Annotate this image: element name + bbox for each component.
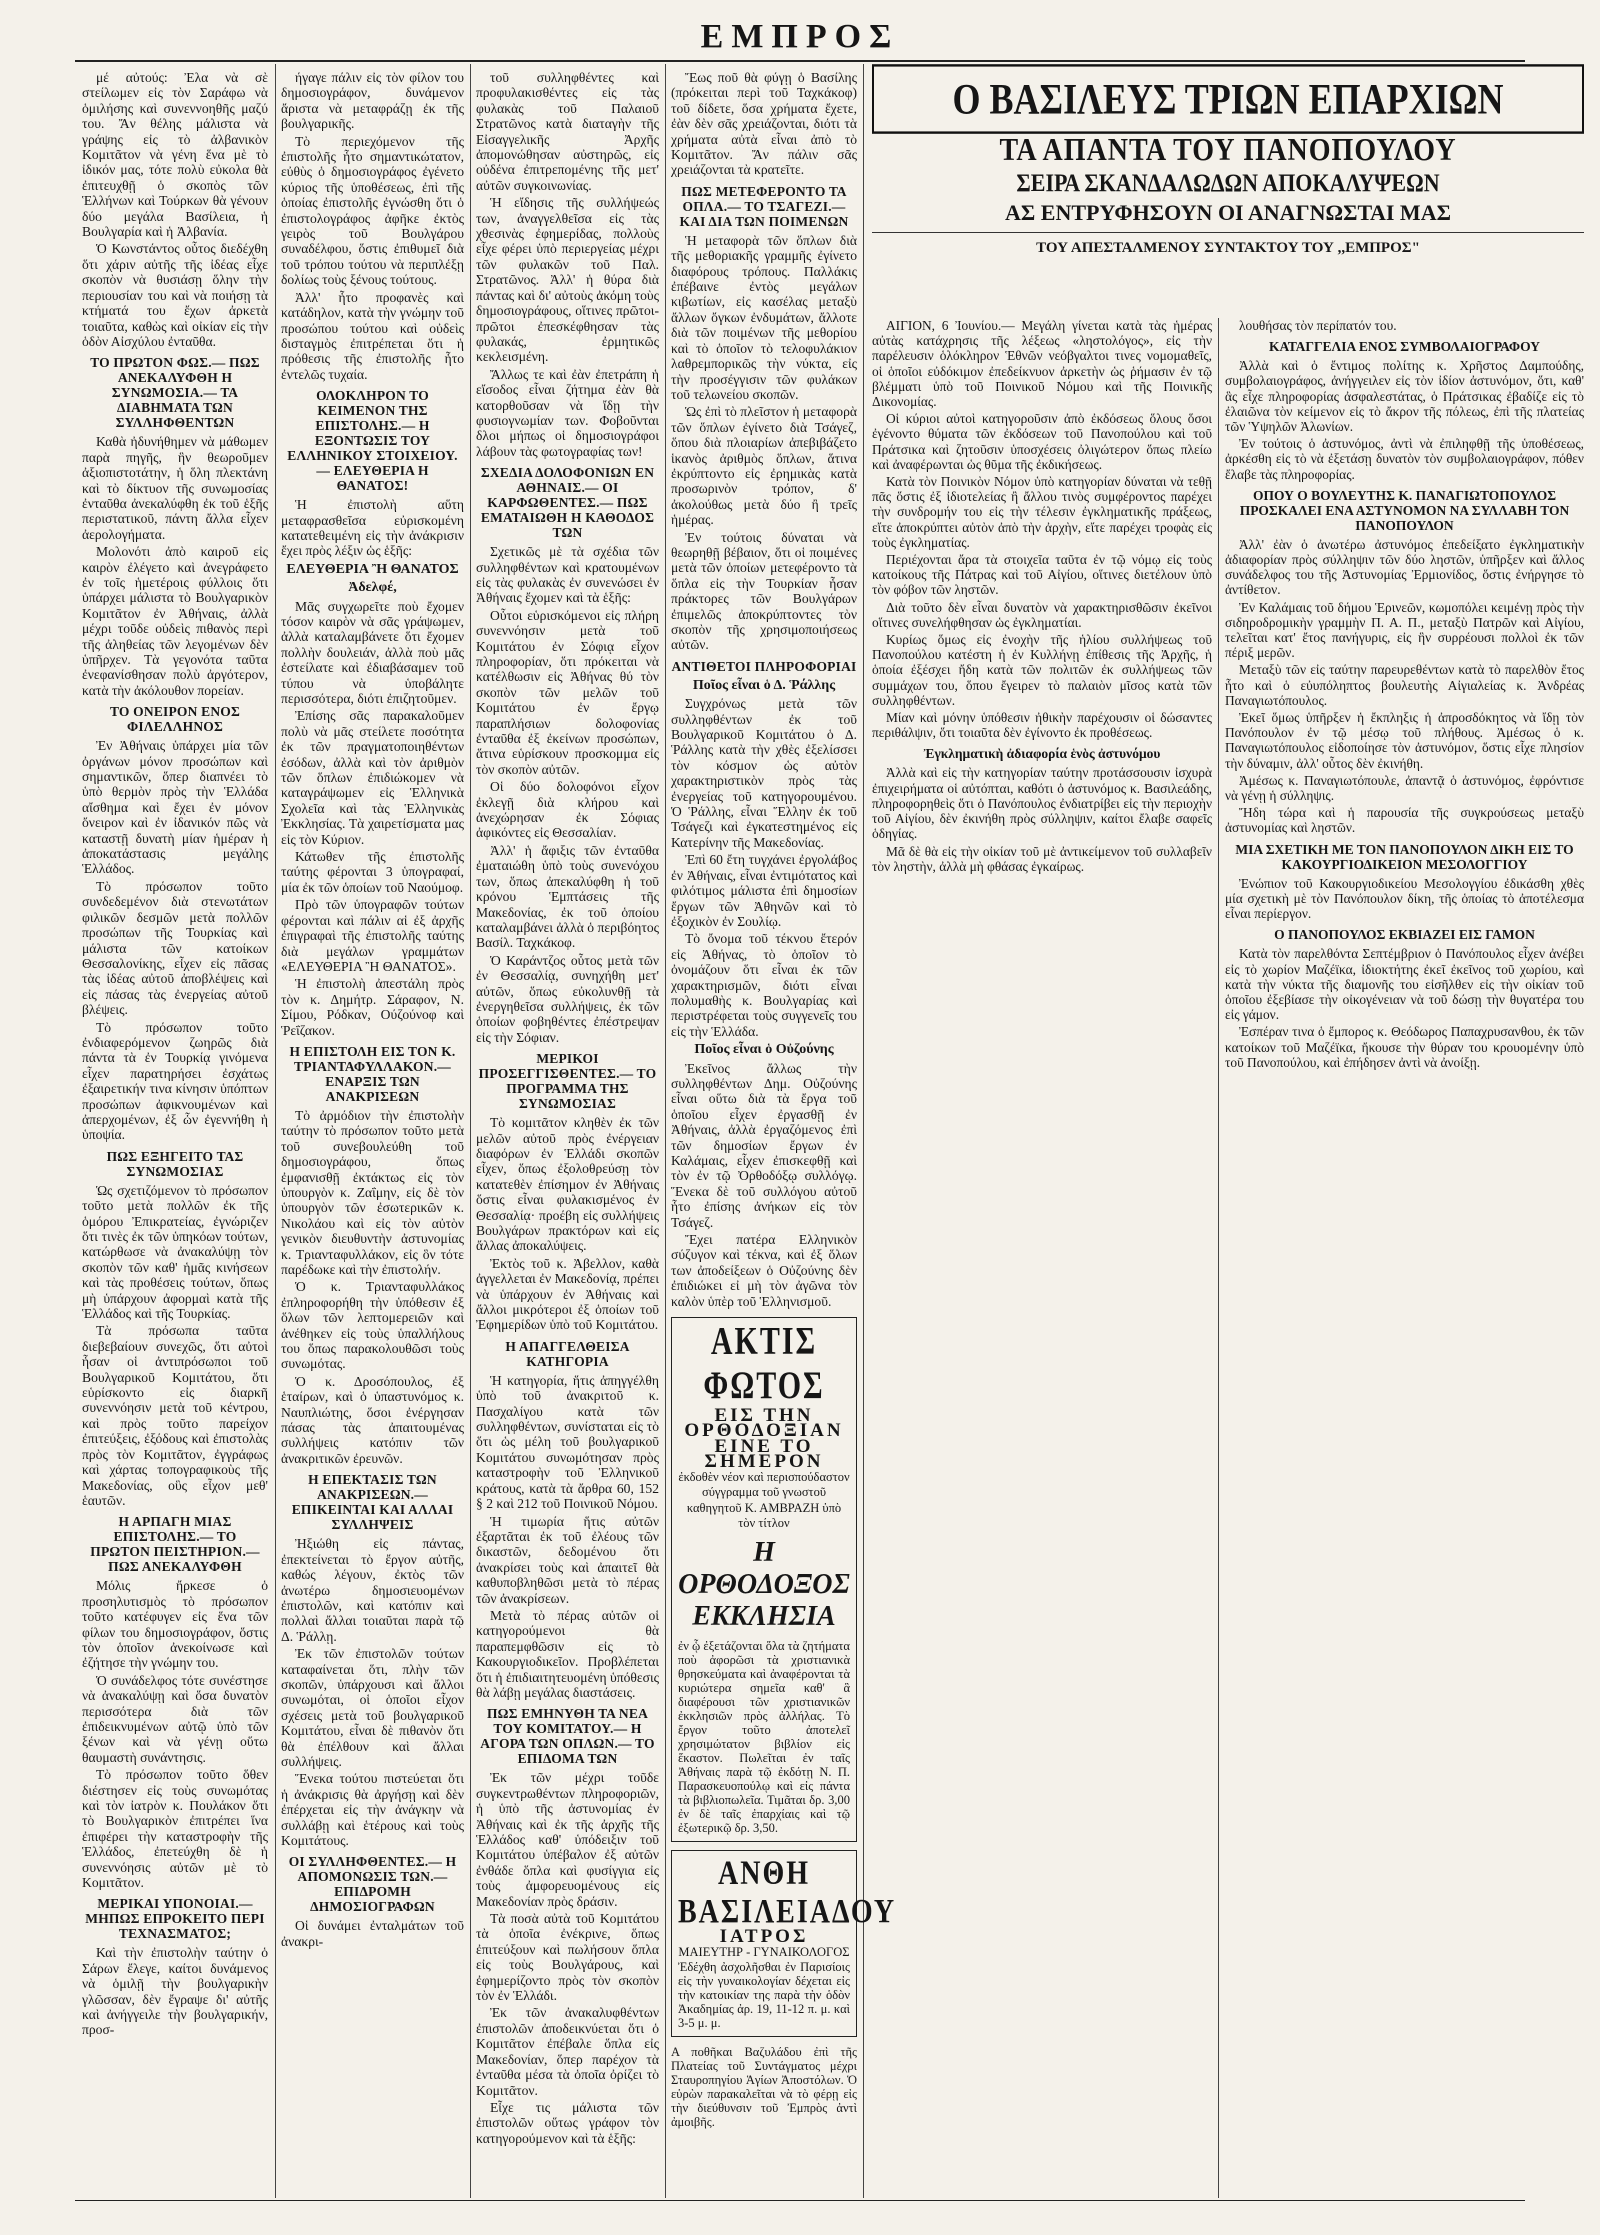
paragraph: Ἕνεκα τούτου πιστεύεται ὅτι ἡ ἀνάκρισις θὰ ἀργήσῃ καὶ δὲν ἐπέρχεται εἰς τὴν ἀνάγκην νὰ συλλάβῃ καὶ ἑτέρους καὶ τοὺς Κομιτάτους.	[281, 1771, 464, 1848]
paragraph: Ἀλλ' ἡ ἄφιξις τῶν ἐνταῦθα ἐματαιώθη ὑπὸ τοὺς συνενόχου των, ὅπως ἀπεκαλύφθη ἡ τοῦ κρόνου Ἑμπτάσεις τῆς Μακεδονίας, ἐκ τοῦ ὁποίου καταλαμβάνει ἀλλὰ ὁ περιβόητος Βασίλ. Ταχκάκοφ.	[476, 842, 659, 951]
paragraph: Μετὰ τὸ πέρας αὐτῶν οἱ κατηγορούμενοι θὰ παραπεμφθῶσιν εἰς τὸ Κακουργιοδικεῖον. Προβλέπεται ὅτι ἡ ἐπιδιαιτητευομένη ὑπόθεσις θὰ λάβῃ μεγάλας διαστάσεις.	[476, 1607, 659, 1700]
paragraph: Ἡ μεταφορὰ τῶν ὅπλων διὰ τῆς μεθοριακῆς γραμμῆς ἐγίνετο διαφόρους τρόπους. Παλλάκις ἐπέβαινε ἐντὸς μεγάλων κιβωτίων, εἰς κασέλας μεταξὺ ἄλλων ὄγκων ἐνδυμάτων, ἄλλοτε διὰ τῶν ποιμένων τῆς μεθορίου καὶ τὸ ὁποῖον τὸ τελοφυλάκιον λαθρεμπορικῶς τὴν νύκτα, εἰς τὴν προσέγγισιν τῶν φυλάκων τοῦ τελωνείου σκοπῶν.	[671, 232, 857, 402]
paragraph: Τὸ πρόσωπον τοῦτο συνδεδεμένον διὰ στενωτάτων φιλικῶν δεσμῶν μετὰ πολλῶν προσώπων τῆς Τουρκίας καὶ μάλιστα τῶν κατοίκων Θεσσαλονίκης, εἶχεν εἰς πᾶσας τὰς ἰδέας αὐτοῦ ἀποβλέψεις καὶ εἰς πάσας τὰς ἐνεργείας αὐτοῦ βλέψεις.	[82, 878, 268, 1018]
paragraph: Ὁ κ. Τριανταφυλλάκος ἐπληροφορήθη τὴν ὑπόθεσιν ἐξ ὅλων τῶν λεπτομερειῶν καὶ ἀνέθηκεν εἰς τοὺς ὑπαλλήλους του ὅπως παρακολουθῶσι τοὺς συνωμότας.	[281, 1279, 464, 1372]
paragraph: Οἱ δύο δολοφόνοι εἶχον ἐκλεγῇ διὰ κλήρου καὶ ἀνεχώρησαν ἐκ Σόφιας ἀφικόντες εἰς Θεσσαλίαν.	[476, 779, 659, 841]
ad-subtitle: ΕΙΣ ΤΗΝ ΟΡΘΟΔΟΞΙΑΝ	[684, 1405, 844, 1442]
paragraph: Ἀλλ' ἦτο προφανὲς καὶ κατάδηλον, κατὰ τὴν γνώμην τοῦ προσώπου τούτου καὶ οὐδεὶς δισταγμὸς ἐπιτρέπεται ὅτι ἡ πρόθεσις τῆς ἐπιστολῆς ἦτο ἐντελῶς τυχαία.	[281, 289, 464, 382]
paragraph: Ἐν τούτοις δύναται νὰ θεωρηθῇ βέβαιον, ὅτι οἱ ποιμένες μετὰ τῶν ὁποίων μετεφέροντο τὰ ὅπλα εἰς τὴν Τουρκίαν ἦσαν πράκτορες τῶν Βουλγάρων ἐπιμελῶς ἀποκρύπτοντες τὸν σκοπὸν τῆς χρησιμοποιήσεως αὐτῶν.	[671, 529, 857, 653]
ad-line: ΕΙΝΕ ΤΟ ΣΗΜΕΡΟΝ	[704, 1435, 824, 1473]
section-heading: ΤΟ ΠΡΩΤΟΝ ΦΩΣ.— ΠΩΣ ΑΝΕΚΑΛΥΦΘΗ Η ΣΥΝΩΜΟΣΙΑ.— ΤΑ ΔΙΑΒΗΜΑΤΑ ΤΩΝ ΣΥΛΛΗΦΘΕΝΤΩΝ	[90, 355, 260, 431]
paragraph: Ὁ Κωνστάντος οὗτος διεδέχθη ὅτι χάριν αὐτῆς τῆς ἰδέας εἶχε σκοπὸν νὰ θυσιάσῃ ὅλην τὴν περιουσίαν του καὶ νὰ ποιήσῃ τὰ κτήματά του ἔχων ἀρκετὰ τοιαῦτα, καθὼς καὶ οἰκίαν εἰς τὴν ὁδὸν Αἰσχύλου ἐνταῦθα.	[82, 241, 268, 349]
paragraph: Τὰ ποσὰ αὐτὰ τοῦ Κομιτάτου τὰ ὁποῖα ἐνέκρινε, ὅπως ἐπιτεύξουν καὶ πωλήσουν ὅπλα εἰς τοὺς Βουλγάρους, καὶ ἐφημερίζοντο πρὸς τὸν σκοπὸν τὸν ἐν Ἑλλάδι.	[476, 1911, 659, 2004]
paragraph: Ἔχει πατέρα Ελληνικὸν σύζυγον καὶ τέκνα, καὶ ἐξ ὅλων των ἀποδείξεων ὁ Οὐζούνης δὲν ἐπιδιώκει εἰ μὴ τὸν ἀγῶνα τὸν καλὸν ὑπὲρ τοῦ Ἑλληνισμοῦ.	[671, 1232, 857, 1309]
masthead-title: ΕΜΠΡΟΣ	[700, 18, 900, 55]
ad-line: ΜΑΙΕΥΤΗΡ - ΓΥΝΑΙΚΟΛΟΓΟΣ	[678, 1944, 850, 1959]
paragraph: Μεταξὺ τῶν εἰς ταύτην παρευρεθέντων κατὰ τὸ παρελθὸν ἔτος ἦτο καὶ ὁ εὐυπόληπτος βουλευτὴς Αἰγιαλείας κ. Ἀνδρέας Παναγιωτόπουλος.	[1225, 662, 1584, 708]
ad-line: ἐκδοθὲν νέον καὶ περισπούδαστον σύγγραμμα τοῦ γνωστοῦ καθηγητοῦ Κ. ΑΜΒΡΑΖΗ ὑπὸ τὸν τίτλον	[678, 1469, 850, 1530]
paragraph: Ἐκ τῶν μέχρι τοῦδε συγκεντρωθέντων πληροφοριῶν, ἡ ὑπὸ τῆς ἀστυνομίας ἐν Ἀθήναις καὶ ἐκ τῆς ἀρχῆς τῆς Ἑλλάδος καθ' ὑπόδειξιν τοῦ Κομιτάτου ὑπέβαλον ἐξ αὐτῶν ἐνθάδε ὅπλα καὶ φυσίγγια εἰς τοὺς ἀμφορευομένους εἰς Μακεδονίαν πρὸς δράσιν.	[476, 1770, 659, 1909]
paragraph: Μολονότι ἀπὸ καιροῦ εἰς καιρὸν ἐλέγετο καὶ ἀνεγράφετο ἐν τοῖς ἡμετέροις φύλλοις ὅτι ὑπάρχει μάλιστα τὸ Βουλγαρικὸν Κομιτᾶτον ἐν Ἀθήναις, ἀλλὰ μέχρι τοῦδε οὐδεὶς πιθανὸς περὶ τῆς ἀληθείας τῶν λεγομένων δὲν ὑπῆρχεν. Τὰ γεγονότα ταῦτα ἐνεφανίσθησαν πολὺ ἀργότερον, κατὰ τὴν ἀκόλουθον πορείαν.	[82, 544, 268, 698]
paragraph: μέ αὐτούς: Ἐλα νὰ σὲ στείλωμεν εἰς τὸν Σαράφω νὰ ὁμιλήσης καὶ συνεννοηθῆς μαζύ του. Ἄν θέλης μάλιστα νὰ γράψης εἰς τὸ ἀλβανικὸν Κομιτᾶτον νὰ γένη ἕνα μὲ τὸ ἰδικόν μας, τότε πολὺ εὐκολα θὰ ἐπιτευχθῇ ὁ σκοπὸς τῶν Ἑλλήνων καὶ Τούρκων θὰ γένουν δύο μεγάλα Βασίλεια, ἡ Βουλγαρία καὶ ἡ Ἀλβανία.	[82, 70, 268, 240]
headline-main: Ο ΒΑΣΙΛΕΥΣ ΤΡΙΩΝ ΕΠΑΡΧΙΩΝ	[872, 64, 1584, 134]
section-heading: ΤΟ ΟΝΕΙΡΟΝ ΕΝΟΣ ΦΙΛΕΛΛΗΝΟΣ	[109, 704, 241, 735]
paragraph: Ἐκ τῶν ἐπιστολῶν τούτων καταφαίνεται ὅτι, πλὴν τῶν σκοπῶν, ὑπάρχουσι καὶ ἄλλοι συνωμόται, οἱ ὁποῖοι εἶχον σχέσεις μετὰ τοῦ βουλγαρικοῦ Κομιτάτου, εἶναι δὲ πιθανὸν ὅτι θὰ ἐπέλθουν καὶ ἄλλαι συλλήψεις.	[281, 1646, 464, 1769]
paragraph: Οἱ κύριοι αὐτοὶ κατηγοροῦσιν ἀπὸ ἐκδόσεως ὅλους ὅσοι ἐγένοντο θύματα τῶν ἐκδόσεων τοῦ Πανοπούλου καὶ τοῦ Πράτσικα καὶ ζητοῦσιν ὑποσχέσεις ὀλιγώτερον ὅπως πλείω καὶ ἀναφέρωνται ὡς θῦμα τῆς ἐκδικήσεως.	[872, 411, 1212, 472]
section-heading: Ο ΠΑΝΟΠΟΥΛΟΣ ΕΚΒΙΑΖΕΙ ΕΙΣ ΓΑΜΟΝ	[1274, 927, 1535, 943]
section-heading: ΟΠΟΥ Ο ΒΟΥΛΕΥΤΗΣ Κ. ΠΑΝΑΓΙΩΤΟΠΟΥΛΟΣ ΠΡΟΣΚΑΛΕΙ ΕΝΑ ΑΣΤΥΝΟΜΟΝ ΝΑ ΣΥΛΛΑΒΗ ΤΟΝ ΠΑΝΟΠΟΥΛΟΝ	[1239, 487, 1570, 533]
paragraph: Περιέχονται ἄρα τὰ στοιχεῖα ταῦτα ἐν τῷ νόμῳ εἰς τοὺς κατοίκους τῆς Πάτρας καὶ τοῦ Αἰγίου, οἵτινες διετέλουν ὑπὸ τὸν φόβον τῶν ληστῶν.	[872, 552, 1212, 598]
headline-byline: ΤΟΥ ΑΠΕΣΤΑΛΜΕΝΟΥ ΣΥΝΤΑΚΤΟΥ ΤΟΥ ,,ΕΜΠΡΟΣ"	[1036, 240, 1420, 256]
paragraph: Ἀλλὰ καὶ εἰς τὴν κατηγορίαν ταύτην προτάσσουσιν ἰσχυρὰ ἐπιχειρήματα οἱ αὐτόπται, καθότι ὁ ἀστυνόμος κ. Βασιλεάδης, πληροφορηθεὶς ὅτι ὁ Πανόπουλος ἐνδιατρίβει εἰς τὴν περιοχὴν τοῦ Αἰγίου, δὲν ἐκινήθη πρὸς σύλληψιν, καίτοι ἔλαβε σαφεῖς ὁδηγίας.	[872, 765, 1212, 842]
paragraph: Ἐκεῖνος ἄλλως τὴν συλληφθέντων Δημ. Οὐζούνης εἶναι οὕτω διὰ τὰ ἔργα τοῦ ὁποῖου εἶχεν ἐργασθῇ ἐν Ἀθήναις, ἀλλὰ ἐργαζόμενος ἐπὶ τῶν δημοσίων ἔργων ἐν Καλάμαις, εἶχεν ἐπισκεφθῇ καὶ τὸν ἐν τῷ Ὀρθοδόξῳ συλλόγῳ. Ἕνεκα δὲ τοῦ συλλόγου αὐτοῦ ἦτο ἐπίσης ἀνήκων εἰς τὸν Τσάγεζ.	[671, 1060, 857, 1230]
paragraph: Καθὰ ἠδυνήθημεν νὰ μάθωμεν παρὰ πηγῆς, ἣν θεωροῦμεν ἀξιοπιστοτάτην, ἡ ὅλη πλεκτάνη καὶ τὸ δίκτυον τῆς συνωμοσίας ἐνταῦθα ἀνεκαλύφθη ἐκ τοῦ ἑξῆς περιστατικοῦ, πάντη ἄλλα εἶχεν ἀερολογήματα.	[82, 434, 268, 542]
subheading: Ποῖος εἶναι ὁ Δ. Ῥάλλης	[692, 677, 836, 693]
paragraph: Ἐν Ἀθήναις ὑπάρχει μία τῶν ὀργάνων μόνον προσώπων καὶ σημαντικῶν, ὅπερ διαπνέει τὸ ὑπὸ θερμὸν πρὸς τὴν Ἑλλάδα αἴσθημα καὶ ἔχει ἐν μόνον ὄνειρον καὶ ἐν ἰδανικόν πῶς νὰ καταστῇ δυνατὴ μίαν ἡμέραν ἡ ἀποκατάστασις μεγάλης Ἑλλάδος.	[82, 738, 268, 877]
notice-text: Α ποθῆκαι Βαζυλάδου ἐπὶ τῆς Πλατείας τοῦ Συντάγματος μέχρι Σταυροπηγίου Ἁγίων Ἀποστόλων. Ὁ εὑρὼν παρακαλεῖται νὰ τὸ φέρῃ εἰς τὴν διεύθυνσιν τοῦ Ἐμπρὸς ἀντὶ ἀμοιβῆς.	[671, 2045, 857, 2130]
paragraph: Καὶ τὴν ἐπιστολὴν ταύτην ὁ Σάρων ἔλεγε, καίτοι δυνάμενος νὰ ὁμιλῇ τὴν βουλγαρικὴν γλῶσσαν, δὲν ἔγραψε δι' αὐτῆς καὶ ἀνήγγειλε τὴν βουλγαρικήν, προσ-	[82, 1945, 268, 2038]
section-heading: Ἐγκληματικὴ ἀδιαφορία ἑνὸς ἀστυνόμου	[923, 746, 1161, 762]
paragraph: Μᾶς συγχωρεῖτε ποὺ ἔχομεν τόσον καιρὸν νὰ σᾶς γράψωμεν, ἀλλὰ καταλαμβάνετε ὅτι ἔχομεν πολλὴν δουλειάν, ἀλλὰ ποὺ μᾶς ἐστείλατε καὶ ἐδιαβάσαμεν τοῦ τύπου νὰ ὑποβάλητε περισσότερα, διότι ἐπιζητοῦμεν.	[281, 598, 464, 706]
paragraph: Ἐν τούτοις ὁ ἀστυνόμος, ἀντὶ νὰ ἐπιληφθῇ τῆς ὑποθέσεως, ἀρκέσθη εἰς τὸ νὰ ἐξετάσῃ δυνατὸν τὸν συμβολαιογράφον, πόθεν ἔλαβε τὰς πληροφορίας.	[1225, 436, 1584, 482]
section-heading: Η ΕΠΙΣΤΟΛΗ ΕΙΣ ΤΟΝ Κ. ΤΡΙΑΝΤΑΦΥΛΛΑΚΟΝ.— ΕΝΑΡΞΙΣ ΤΩΝ ΑΝΑΚΡΙΣΕΩΝ	[289, 1043, 456, 1104]
section-heading: Η ΕΠΕΚΤΑΣΙΣ ΤΩΝ ΑΝΑΚΡΙΣΕΩΝ.— ΕΠΙΚΕΙΝΤΑΙ ΚΑΙ ΑΛΛΑΙ ΣΥΛΛΗΨΕΙΣ	[291, 1472, 454, 1533]
paragraph: λουθήσας τὸν περίπατόν του.	[1239, 318, 1397, 333]
paragraph: Ἐπὶ 60 ἔτη τυγχάνει ἐργολάβος ἐν Ἀθήναις, εἶναι ἐντιμότατος καὶ φιλότιμος μάλιστα ἐπὶ δημοσίων ἔργων τῶν Ἀθηνῶν καὶ τὸ ἐξοχικὸν ἐν Σουλίῳ.	[671, 852, 857, 929]
paragraph: ΑΙΓΙΟΝ, 6 Ἰουνίου.— Μεγάλη γίνεται κατὰ τὰς ἡμέρας αὐτὰς κατάχρησις τῆς λέξεως «ληστολόγος», εἰς τὴν παρέλευσιν ὁλόκληρον Ἑθνῶν νεόβγαλτοι τινες νομομαθεῖς, οἱ ὁποῖοι εὐδόκιμον ἐπεδείκνυον ἀρκετὴν ὡς ῥήμασιν ἐν τῷ βλέμματι ὑπὸ τοῦ Ποινικοῦ Νόμου καὶ τῆς Ποινικῆς Δικονομίας.	[872, 318, 1212, 410]
paragraph: ήγαγε πάλιν εἰς τὸν φίλον του δημοσιογράφον, δυνάμενον ἄριστα νὰ μεταφράζῃ ἐκ τῆς βουλγαρικῆς.	[281, 70, 464, 132]
paragraph: Τὸ πρόσωπον τοῦτο ἐνδιαφερόμενον ζωηρῶς διὰ πάντα τὰ ἐν Τουρκίᾳ γινόμενα εἶχεν παρατηρήσει ἐσχάτως ἐξαιρετικήν τινα κίνησιν ὑπόπτων προσώπων ἀφικνουμένων καὶ ἀπερχομένων, ἐξ ὧν ἐγεννήθη ἡ ὑποψία.	[82, 1019, 268, 1143]
advertisement-doctor	[671, 1850, 897, 2037]
paragraph: Ἤδη τώρα καὶ ἡ παρουσία τῆς συγκρούσεως μεταξὺ ἀστυνομίας καὶ ληστῶν.	[1225, 805, 1584, 836]
paragraph: Ὡς ἐπὶ τὸ πλεῖστον ἡ μεταφορὰ τῶν ὅπλων ἐγίνετο διὰ Τσάγεζ, ὅπου διὰ πλοιαρίων ἀπεβιβάζετο ἱκανὸς ἀριθμὸς ὅπλων, ἅτινα ἐκρύπτοντο εἰς ἐρημικὰς κατὰ προσωρινὸν τρόπον, δ' ἀκολούθως μετὰ δύο ἢ τρεῖς ἡμέρας.	[671, 404, 857, 528]
paragraph: Μᾶ δὲ θὰ εἰς τὴν οἰκίαν τοῦ μὲ ἀντικείμενον τοῦ συλλαβεῖν τὸν ληστὴν, ἀλλὰ μὴ φθάσας ἐγκαίρως.	[872, 843, 1212, 874]
paragraph: Ἡ ἐπιστολὴ ἀπεστάλη πρὸς τὸν κ. Δημήτρ. Σάραφον, Ν. Σίμου, Ρόδκαν, Ούζούνοφ καὶ Ῥεΐζακον.	[281, 976, 464, 1038]
paragraph: τοῦ συλληφθέντες καὶ προφυλακισθέντες εἰς τὰς φυλακὰς τοῦ Παλαιοῦ Στρατῶνος κατὰ διαταγὴν τῆς Εἰσαγγελικῆς Ἀρχῆς ἀπομονώθησαν αὐστηρῶς, εἰς οὐδένα ἐπιτρεπομένης τῆς μετ' αὐτῶν συγκοινωνίας.	[476, 70, 659, 193]
paragraph: Ὡς σχετιζόμενον τὸ πρόσωπον τοῦτο μετὰ πολλῶν ἐκ τῆς ὁμόρου Ἐπικρατείας, ἐγνώριζεν ὅτι τινὲς ἐκ τῶν ὑπηκόων τούτων, κατώρθωσε νὰ ἀνακαλύψῃ τὸν σκοπὸν τῶν καθ' ἡμᾶς κινήσεων καὶ τὰς προθέσεις τούτων, ὅπως μὴ ὑπάρχουν ἀφορμαὶ κατὰ τῆς Ἑλλάδος καὶ τῆς Τουρκίας.	[82, 1182, 268, 1322]
paragraph: Ἡ τιμωρία ἥτις αὐτῶν ἐξαρτᾶται ἐκ τοῦ ἐλέους τῶν δικαστῶν, δεδομένου ὅτι ἀνακρίσει τοὺς καὶ ἀπαιτεῖ θὰ καθυποβληθῶσι μετὰ τὸ πέρας τῶν ἀνακρίσεων.	[476, 1513, 659, 1606]
paragraph: Ἠξιώθη εἰς πάντας, ἐπεκτείνεται τὸ ἔργον αὐτῆς, καθώς λέγουν, ἐκτὸς τῶν ἀνωτέρω δημοσιευομένων ἐπιστολῶν, καὶ κατόπιν καὶ πολλαὶ ἄλλαι τοιαῦται παρὰ τῷ Δ. Ῥάλλῃ.	[281, 1536, 464, 1644]
paragraph: Πρὸ τῶν ὑπογραφῶν τούτων φέρονται καὶ πάλιν αἱ ἐξ ἀρχῆς ἐπιγραφαὶ τῆς ἐπιστολῆς ταύτης διὰ μεγάλων γραμμάτων «ΕΛΕΥΘΕΡΙΑ Ἢ ΘΑΝΑΤΟΣ».	[281, 897, 464, 974]
section-heading: ΜΕΡΙΚΑΙ ΥΠΟΝΟΙΑΙ.— ΜΗΠΩΣ ΕΠΡΟΚΕΙΤΟ ΠΕΡΙ ΤΕΧΝΑΣΜΑΤΟΣ;	[85, 1896, 265, 1942]
column-divider	[665, 64, 666, 2198]
paragraph: Κάτωθεν τῆς ἐπιστολῆς ταύτης φέρονται 3 ὑπογραφαί, μία ἐκ τῶν ὁποίων τοῦ Ναούμοφ.	[281, 849, 464, 895]
section-heading: ΟΙ ΣΥΛΛΗΦΘΕΝΤΕΣ.— Η ΑΠΟΜΟΝΩΣΙΣ ΤΩΝ.— ΕΠΙΔΡΟΜΗ ΔΗΜΟΣΙΟΓΡΑΦΩΝ	[288, 1854, 457, 1915]
top-rule	[75, 60, 1525, 62]
paragraph: Οὗτοι εὑρισκόμενοι εἰς πλήρη συνεννόησιν μετὰ τοῦ Κομιτάτου ἐν Σόφιᾳ εἶχον πληροφορίαν, ὅτι πρόκειται νὰ κατέλθωσιν εἰς Ἀθήνας θύ τὸν σκοπὸν τῶν μελῶν τοῦ Κομιτάτου ἐν ἔργῳ παραπλήσιων δολοφονίας ἐνταῦθα ἐξ ἐκείνων προσώπων, ἅτινα εὑρίσκουν προσκομμα εἰς τὸν σκοπὸν αὐτῶν.	[476, 607, 659, 777]
paragraph: Τὸ περιεχόμενον τῆς ἐπιστολῆς ἦτο σημαντικώτατον, εὐθὺς ὁ δημοσιογράφος ἐγένετο κύριος τῆς ὑποθέσεως, ἐπὶ τῆς ὁποίας ἐπιστολῆς ἐγνώσθη ὅτι ὁ ἐπιστολογράφος ἀφῆκε ἐκτὸς γειρὸς τοῦ Βουλγάρου συναδέλφου, ὅστις ἐπιθυμεῖ διὰ τοῦ τρόπου τούτου νὰ περιπλέξῃ δολίως τοὺς ξένους τούτους.	[281, 133, 464, 288]
paragraph: Τὸ ὄνομα τοῦ τέκνου ἔτερόν εἰς Ἀθήνας, τὸ ὁποῖον τὸ ὀνομάζουν ὅτι εἶναι ἐκ τῶν χαρακτηρισμῶν, διότι εἶναι πολυμαθὴς κ. Βουλγαρίας καὶ περιστρέφεται τοὺς συγγενεῖς του εἰς τὴν Ἑλλάδα.	[671, 931, 857, 1039]
paragraph: Κυρίως ὅμως εἰς ἐνοχὴν τῆς ἡλίου συλλήψεως τοῦ Πανοπούλου κατέστη ἡ ἐν Κυλλήνῃ ἐπίθεσις τῆς Ἀρχῆς, ἡ ὁποία ἐξέσχει ἤδη κατὰ τῶν πολιτῶν ἐκ συλλήψεως τῶν συμμάχων του, ὅπου ἔγειρεν τὸ παλαιὸν μῖσος κατὰ τῶν συλληφθέντων.	[872, 632, 1212, 708]
section-heading: ΑΝΤΙΘΕΤΟΙ ΠΛΗΡΟΦΟΡΙΑΙ	[671, 658, 857, 674]
paragraph: Εἶχε τις μάλιστα τῶν ἐπιστολῶν οὕτως γράφον τὸν κατηγορούμενον καὶ τὰ ἑξῆς:	[476, 2099, 659, 2146]
column-divider	[863, 64, 864, 2198]
headline-3: ΣΕΙΡΑ ΣΚΑΝΔΑΛΩΔΩΝ ΑΠΟΚΑΛΥΨΕΩΝ	[1016, 168, 1440, 197]
paragraph: Ὁ Καράντζος οὗτος μετὰ τῶν ἐν Θεσσαλίᾳ, συνηχήθη μετ' αὐτῶν, ὅπως εὐκολυνθῇ τὰ ἐνεργηθεῖσα συλλήψεις, ἐκ τῶν ὁποίων φοβηθέντες ἐπέστρεψαν εἰς τὴν Σόφιαν.	[476, 952, 659, 1045]
column-6	[1225, 318, 1584, 2195]
paragraph: Διὰ τοῦτο δὲν εἶναι δυνατὸν νὰ χαρακτηρισθῶσιν ἐκεῖνοι οἵτινες συνελήφθησαν ὡς ἐγκληματίαι.	[872, 599, 1212, 630]
section-heading: Η ΑΡΠΑΓΗ ΜΙΑΣ ΕΠΙΣΤΟΛΗΣ.— ΤΟ ΠΡΩΤΟΝ ΠΕΙΣΤΗΡΙΟΝ.— ΠΩΣ ΑΝΕΚΑΛΥΦΘΗ	[90, 1514, 260, 1575]
subheading: ΕΛΕΥΘΕΡΙΑ Ἢ ΘΑΝΑΤΟΣ	[286, 561, 459, 577]
paragraph: Μόλις ἤρκεσε ὁ προσηλυτισμὸς τὸ πρόσωπον τοῦτο κατέφυγεν εἰς ἕνα τῶν φίλων του δημοσιογράφον, ὅστις τὸν ὁποῖον ἀνεκοίνωσε καὶ ἐζήτησε τὴν γνώμην του.	[82, 1578, 268, 1671]
bottom-rule	[75, 2200, 1525, 2201]
paragraph: Συγχρόνως μετὰ τῶν συλληφθέντων ἐκ τοῦ Βουλγαρικοῦ Κομιτάτου ὁ Δ. Ῥάλλης κατὰ τὴν χθὲς ἐξελίσσει τὸν κόσμον ὡς αὐτὸν χαρακτηριστικὸν πρὸς τὰς ἐνεργείας τοῦ κατηγορουμένου. Ὁ Ῥάλλης, εἶναι Ἕλλην ἐκ τοῦ Τσάγεζι καὶ ἐγκατεστημένος εἰς Κατερίνην τῆς Μακεδονίας.	[671, 696, 857, 850]
paragraph: Ἀμέσως κ. Παναγιωτόπουλε, ἀπαντᾷ ὁ ἀστυνόμος, ἐφρόντισε νὰ γένῃ ἡ σύλληψις.	[1225, 772, 1584, 804]
paragraph: Κατὰ τὸν παρελθόντα Σεπτέμβριον ὁ Πανόπουλος εἶχεν ἀνέβει εἰς τὸ χωρίον Μαζέϊκα, ἰδιοκτήτης ἐκεῖ ἐκεῖνος τοῦ χωρίου, καὶ κατὰ τὴν νύκτα τῆς διαμονῆς του εἰσῆλθεν εἰς τὴν οἰκίαν τοῦ ὁποῖου ἐξεβίασε τὴν οἰκογένειαν νὰ τοῦ δώσῃ τὴν θυγατέρα του εἰς γάμον.	[1225, 946, 1584, 1023]
paragraph: Ἐσπέραν τινα ὁ ἔμπορος κ. Θεόδωρος Παπαχρυσανθου, ἐκ τῶν κατοίκων τοῦ Μαζέϊκα, ἤκουσε τὴν θύραν του κρουομένην ὑπὸ τοῦ Πανοπούλου, καὶ ἐπήδησεν ἀντὶ νὰ ἀνοίξῃ.	[1225, 1024, 1584, 1070]
section-heading: ΠΩΣ ΕΜΗΝΥΘΗ ΤΑ ΝΕΑ ΤΟΥ ΚΟΜΙΤΑΤΟΥ.— Η ΑΓΟΡΑ ΤΩΝ ΟΠΛΩΝ.— ΤΟ ΕΠΙΔΟΜΑ ΤΩΝ	[480, 1706, 655, 1767]
paragraph: Τὸ ἀρμόδιον τὴν ἐπιστολὴν ταύτην τὸ πρόσωπον τοῦτο μετὰ τοῦ συνεβουλεύθη τοῦ δημοσιογράφου, ὅπως ἐμφανισθῇ ἐκτάκτως εἰς τὸν ὑπουργὸν κ. Ζαΐμην, εἰς δὲ τὸν ὑπουργὸν τῶν ἐσωτερικῶν κ. Νικολάου καὶ εἰς τὸν αὐτὸν γενικὸν διευθυντὴν ἀστυνομίας κ. Τριανταφυλλάκον, εἰς ὃν τότε παρέδωκε καὶ τὴν ἐπιστολήν.	[281, 1107, 464, 1277]
section-heading: ΜΙΑ ΣΧΕΤΙΚΗ ΜΕ ΤΟΝ ΠΑΝΟΠΟΥΛΟΝ ΔΙΚΗ ΕΙΣ ΤΟ ΚΑΚΟΥΡΓΙΟΔΙΚΕΙΟΝ ΜΕΣΟΛΟΓΓΙΟΥ	[1235, 841, 1574, 872]
paragraph: Σχετικῶς μὲ τὰ σχέδια τῶν συλληφθέντων καὶ κρατουμένων εἰς τὰς φυλακὰς ἐν συνενώσει ἐν Ἀθήναις ἔχομεν καὶ τὰ ἑξῆς:	[476, 544, 659, 606]
paragraph: Ἀλλ' ἐὰν ὁ ἀνωτέρω ἀστυνόμος ἐπεδείξατο ἐγκληματικὴν ἀδιαφορίαν πρὸς σύλληψιν τῶν δύο ληστῶν, ὑπῆρξεν καὶ ἄλλος συνάδελφος του τῆς Ἀστυνομίας Ἐρμιονίδος, ὅστις ἐνήργησε τὸ ἀντίθετον.	[1225, 536, 1584, 598]
paragraph: Κατὰ τὸν Ποινικὸν Νόμον ὑπὸ κατηγορίαν δύναται νὰ τεθῇ πᾶς ὅστις ἐξ ἰδιοτελείας ἢ ἄλλου τινὸς συμφέροντος παρέχει τὴν συνδρομήν του εἰς τὴν τέλεσιν ἐγκληματικῆς πράξεως, εἴτε ἀποκρύπτει αὐτὸν ἀπὸ τὴν ἀρχὴν, εἴτε παρέχει τροφὰς εἰς τοὺς ἐγκληματίας.	[872, 474, 1212, 550]
column-divider	[1218, 318, 1219, 2198]
column-3	[476, 70, 659, 2195]
column-1	[82, 70, 268, 2195]
column-divider	[470, 64, 471, 2198]
headline-2: ΤΑ ΑΠΑΝΤΑ ΤΟΥ ΠΑΝΟΠΟΥΛΟΥ	[999, 132, 1457, 169]
ad-title: ΑΚΤΙΣ ΦΩΤΟΣ	[703, 1319, 825, 1407]
paragraph: Ἔως ποῦ θὰ φύγῃ ὁ Βασίλης (πρόκειται περὶ τοῦ Ταχκάκοφ) τοῦ δίδετε, ὅσα χρήματα ἔχετε, ἐὰν δὲν σᾶς χρειάζονται, διότι τὰ χρήματα αὐτὰ εἶναι ἀπὸ τὸ Κομιτᾶτον. Ἄν πάλιν σᾶς χρειάζονται τὰ κρατεῖτε.	[671, 70, 857, 178]
paragraph: Τὸ κομιτᾶτον κληθὲν ἐκ τῶν μελῶν αὐτοῦ πρὸς ἐνέργειαν διαφόρων ἐν Ἑλλάδι σκοπῶν εἶχεν, ὅπως ἐξολοθρεύσῃ τὸν κατατεθὲν ἐπίσημον ἐν Ἀθήναις ὅστις εἶναι φυλακισμένος ἐν Θεσσαλίᾳ· προέβη εἰς συλλήψεις Βουλγάρων πρακτόρων καὶ εἰς ἄλλας ἀποκαλύψεις.	[476, 1115, 659, 1254]
section-heading: Η ΑΠΑΓΓΕΛΘΕΙΣΑ ΚΑΤΗΓΟΡΙΑ	[505, 1338, 630, 1369]
paragraph: Ἄλλως τε καὶ ἐὰν ἐπετράπη ἡ εἴσοδος εἶναι ζήτημα ἐὰν θὰ κατορθοῦσαν νὰ ἴδῃ τὴν φυσιογνωμίαν των. Φοβοῦνται δλοι μήπως οἱ δημοσιογράφοι λάβουν τὰς φωτογραφίας των!	[476, 366, 659, 459]
ad-text: ἐν ᾧ ἐξετάζονται ὅλα τὰ ζητήματα ποὺ ἀφορῶσι τὰ χριστιανικὰ θρησκεύματα καὶ ἀναφέρονται τὰ κυριώτερα σημεῖα καθ' ἃ διαφέρουσι τῶν χριστιανικῶν ἐκκλησιῶν πρὸς ἀλλήλας. Τὸ ἔργον τοῦτο ἀποτελεῖ χρησιμώτατον βιβλίον εἰς ἕκαστον. Πωλεῖται ἐν ταῖς Ἀθήναις παρὰ τῷ ἐκδότῃ Ν. Π. Παρασκευοπούλῳ καὶ εἰς πάντα τὰ βιβλιοπωλεῖα. Τιμᾶται δρ. 3,00 ἐν δὲ ταῖς ἐπαρχίαις καὶ τῷ ἐξωτερικῷ δρ. 3,50.	[678, 1639, 850, 1836]
paragraph: Ἐκ τῶν ἀνακαλυφθέντων ἐπιστολῶν ἀποδεικνύεται ὅτι ὁ Κομιτᾶτον ἐπέβαλε ὅπλα εἰς Μακεδονίαν, ὅπερ παρέχον τὰ ἐνταῦθα μέσα τὰ ὁποῖα ὀρίζει τὸ Κομιτᾶτον.	[476, 2005, 659, 2098]
section-heading: ΠΩΣ ΜΕΤΕΦΕΡΟΝΤΟ ΤΑ ΟΠΛΑ.— ΤΟ ΤΣΑΓΕΖΙ.— ΚΑΙ ΔΙΑ ΤΩΝ ΠΟΙΜΕΝΩΝ	[679, 183, 849, 229]
ad-subtitle: ΙΑΤΡΟΣ	[719, 1926, 809, 1948]
paragraph: Ἐν Καλάμαις τοῦ δήμου Ἑρινεῶν, κωμοπόλει κειμένῃ πρὸς τὴν σιδηροδρομικὴν γραμμὴν Π. Α. Π., μεταξὺ Πατρῶν καὶ Αἰγίου, τελεῖται κατ' ἔτος πανήγυρις, εἰς ἣν συρρέουσι πολλοὶ ἐκ τῶν πέριξ μερῶν.	[1225, 599, 1584, 661]
paragraph: Ἀλλὰ καὶ ὁ ἔντιμος πολίτης κ. Χρῆστος Δαμπούδης, συμβολαιογράφος, ἀνήγγειλεν εἰς τὸν ἰδίον ἀστυνόμον, ὅτι, καθ' ἃς εἶχε πληροφορίας ἀσφαλεστάτας, ὁ Πράτσικας ἐβαδίζε εἰς τὸ ἐλαιῶνα τὸν κείμενον εἰς τὸ ἄκρον τῆς πόλεως, ἐπὶ τῆς πλατείας τῶν Ὑψηλῶν Ἀλωνίων.	[1225, 358, 1584, 435]
column-4	[671, 70, 897, 2195]
paragraph: Οἱ δυνάμει ἐνταλμάτων τοῦ ἀνακρι-	[281, 1918, 464, 1949]
paragraph: Ὁ κ. Δροσόπουλος, ἐξ ἑταίρων, καὶ ὁ ὑπαστυνόμος κ. Ναυπλιώτης, ὅσοι ἐνέργησαν πάσας τὰς ἀπαιτουμένας συλλήψεις κατόπιν τῶν ἀνακριτικῶν ἐρευνῶν.	[281, 1373, 464, 1466]
paragraph: Τὰ πρόσωπα ταῦτα διεβεβαίουν συνεχῶς, ὅτι αὐτοὶ ἦσαν οἱ ἀντιπρόσωποι τοῦ Βουλγαρικοῦ Κομιτάτου, ὅτι εὑρίσκοντο εἰς διαρκῆ συνεννόησιν μετὰ τοῦ κέντρου, καὶ πρὸς τοῦτο παρείχον ἐπιτεύξεις, ἐξόδους καὶ ἐπιστολὰς πρὸς τὸν Κομιτᾶτον, ἐγγράφως καὶ χάρτας τοπογραφικοὺς τῆς Μακεδονίας, οὓς εἶχον μεθ' ἑαυτῶν.	[82, 1323, 268, 1508]
subheading: Ποῖος εἶναι ὁ Οὐζούνης	[694, 1042, 834, 1058]
right-headline-block	[872, 70, 1584, 320]
ad-text: Ἐδέχθη ἀσχολῆσθαι ἐν Παρισίοις εἰς τὴν γυναικολογίαν δέχεται εἰς τὴν κατοικίαν της παρὰ τὴν ὁδὸν Ἀκαδημίας ἀρ. 19, 11-12 π. μ. καὶ 3-5 μ. μ.	[678, 1960, 850, 2031]
paragraph: Ἡ κατηγορία, ἥτις ἀπηγγέλθη ὑπὸ τοῦ ἀνακριτοῦ κ. Πασχαλίγου κατὰ τῶν συλληφθέντων, συνίσταται εἰς τὸ ὅτι ὡς μέλη τοῦ βουλγαρικοῦ Κομιτάτου συνωμότησαν πρὸς καταστροφὴν τοῦ Ἑλληνικοῦ κράτους, κατὰ τὰ ἄρθρα 60, 152 § 2 καὶ 212 τοῦ Ποινικοῦ Νόμου.	[476, 1372, 659, 1512]
paragraph: Μίαν καὶ μόνην ὑπόθεσιν ἠθικὴν παρέχουσιν οἱ δώσαντες περιθάλψιν, ὅτι τοιαῦτα δὲν ἐγίνοντο ἐκ προθέσεως.	[872, 710, 1212, 741]
ad-book-title: Η ΟΡΘΟΔΟΞΟΣ ΕΚΚΛΗΣΙΑ	[678, 1537, 850, 1633]
column-2	[281, 70, 464, 2195]
column-5	[872, 318, 1212, 2195]
paragraph: Ὁ συνάδελφος τότε συνέστησε νὰ ἀνακαλύψῃ καὶ ὅσα δυνατὸν περισσότερα διὰ τῶν ἐπιδεικνυμένων αὐτῷ ὑπὸ τῶν ξένων καὶ νὰ γένῃ οὕτω θαυμαστὴ συνάντησις.	[82, 1672, 268, 1765]
advertisement-book	[671, 1317, 857, 1842]
ad-title: ΑΝΘΗ ΒΑΣΙΛΕΙΑΔΟΥ	[678, 1854, 897, 1931]
headline-rule	[872, 232, 1584, 233]
paragraph: Ἐπίσης σᾶς παρακαλοῦμεν πολὺ νὰ μᾶς στείλετε ποσότητα ἐκ τῶν πραγματοποιηθέντων ἐσόδων, ἀλλὰ καὶ τὸν ἀριθμὸν τῶν ὅπλων ἐπιδιώκομεν νὰ καταγράψωμεν εἰς Ἑλληνικὰ Σχολεῖα καὶ τὰς Ἑλληνικὰς Ἐκκλησίας. Τὰ χαιρετίσματα μας εἰς τὸν Κύριον.	[281, 708, 464, 847]
section-heading: ΟΛΟΚΛΗΡΟΝ ΤΟ ΚΕΙΜΕΝΟΝ ΤΗΣ ΕΠΙΣΤΟΛΗΣ.— Η ΕΞΟΝΤΩΣΙΣ ΤΟΥ ΕΛΛΗΝΙΚΟΥ ΣΤΟΙΧΕΙΟΥ.— ΕΛΕΥΘΕΡΙΑ Η ΘΑΝΑΤΟΣ!	[287, 388, 458, 494]
section-heading: ΚΑΤΑΓΓΕΛΙΑ ΕΝΟΣ ΣΥΜΒΟΛΑΙΟΓΡΑΦΟΥ	[1268, 339, 1541, 355]
paragraph: Ἡ εἴδησις τῆς συλλήψεώς των, ἀναγγελθεῖσα εἰς τὰς χθεσινὰς ἐφημερίδας, πολλοὺς εἶχε φέρει ὑπὸ περιεργείας μέχρι τῶν φυλακῶν τοῦ Παλ. Στρατῶνος. Ἀλλ' ἡ θύρα διὰ πάντας καὶ δι' αὐτοὺς ἀκόμη τοὺς δημοσιογράφους, οἵτινες πρῶτοι-πρῶτοι ἐπεσκέφθησαν τὰς φυλακάς, ἐρμητικῶς κεκλεισμένη.	[476, 195, 659, 365]
paragraph: Ἡ ἐπιστολὴ αὕτη μεταφρασθεῖσα εὐρισκομένη κατατεθειμένη εἰς τὴν ἀνάκρισιν ἔχει πρὸς λέξιν ὡς ἑξῆς:	[281, 497, 464, 559]
section-heading: ΜΕΡΙΚΟΙ ΠΡΟΣΕΓΓΙΣΘΕΝΤΕΣ.— ΤΟ ΠΡΟΓΡΑΜΜΑ ΤΗΣ ΣΥΝΩΜΟΣΙΑΣ	[478, 1051, 657, 1112]
paragraph: Ἐκτὸς τοῦ κ. Ἀβελλον, καθὰ ἀγγελλεται ἐν Μακεδονίᾳ, πρέπει νὰ ὑπάρχουν ἐν Ἀθήναις καὶ ἄλλοι μικρότεροι ἐξ ὁποίων τοῦ Ἐφημερίδων ὑπὸ τοῦ Κομιτάτου.	[476, 1255, 659, 1333]
subheading: Ἀδελφέ,	[348, 580, 397, 596]
column-divider	[275, 64, 276, 2198]
paragraph: Ἐνώπιον τοῦ Κακουργιοδικείου Μεσολογγίου ἐδικάσθη χθὲς μία σχετικὴ μὲ τὸν Πανόπουλον δίκη, τῆς ὁποίας τὸ ἀποτέλεσμα εἶναι περίεργον.	[1225, 875, 1584, 922]
section-heading: ΣΧΕΔΙΑ ΔΟΛΟΦΟΝΙΩΝ ΕΝ ΑΘΗΝΑΙΣ.— ΟΙ ΚΑΡΦΩΘΕΝΤΕΣ.— ΠΩΣ ΕΜΑΤΑΙΩΘΗ Η ΚΑΘΟΔΟΣ ΤΩΝ	[480, 465, 655, 541]
section-heading: ΠΩΣ ΕΞΗΓΕΙΤΟ ΤΑΣ ΣΥΝΩΜΟΣΙΑΣ	[106, 1148, 244, 1179]
paragraph: Τὸ πρόσωπον τοῦτο ὅθεν διέστησεν εἰς τοὺς συνωμότας καὶ τὸν ἰατρὸν κ. Πουλάκον ὅτι τὸ Βουλγαρικὸν ἐπιτρέπει ἵνα ἐπιφέρει τὴν καταστροφὴν τῆς Ἑλλάδος, ἐπετεύχθη δὲ ἡ συνεννόησις αὐτῶν μὲ τὸ Κομιτᾶτον.	[82, 1767, 268, 1891]
paragraph: Ἐκεῖ ὅμως ὑπῆρξεν ἡ ἔκπληξις ἡ ἀπροσδόκητος νὰ ἴδῃ τὸν Πανόπουλον ἐν τῷ μέσῳ τοῦ πλήθους. Ἀμέσως ὁ κ. Παναγιωτόπουλος εἰδοποίησε τὸν ἀστυνόμον, ὅστις εἶχε πλησίον τὴν δύναμιν, ἀλλ' οὗτος δὲν ἐκινήθη.	[1225, 710, 1584, 771]
headline-4: ΑΣ ΕΝΤΡΥΦΗΣΟΥΝ ΟΙ ΑΝΑΓΝΩΣΤΑΙ ΜΑΣ	[1005, 200, 1451, 225]
